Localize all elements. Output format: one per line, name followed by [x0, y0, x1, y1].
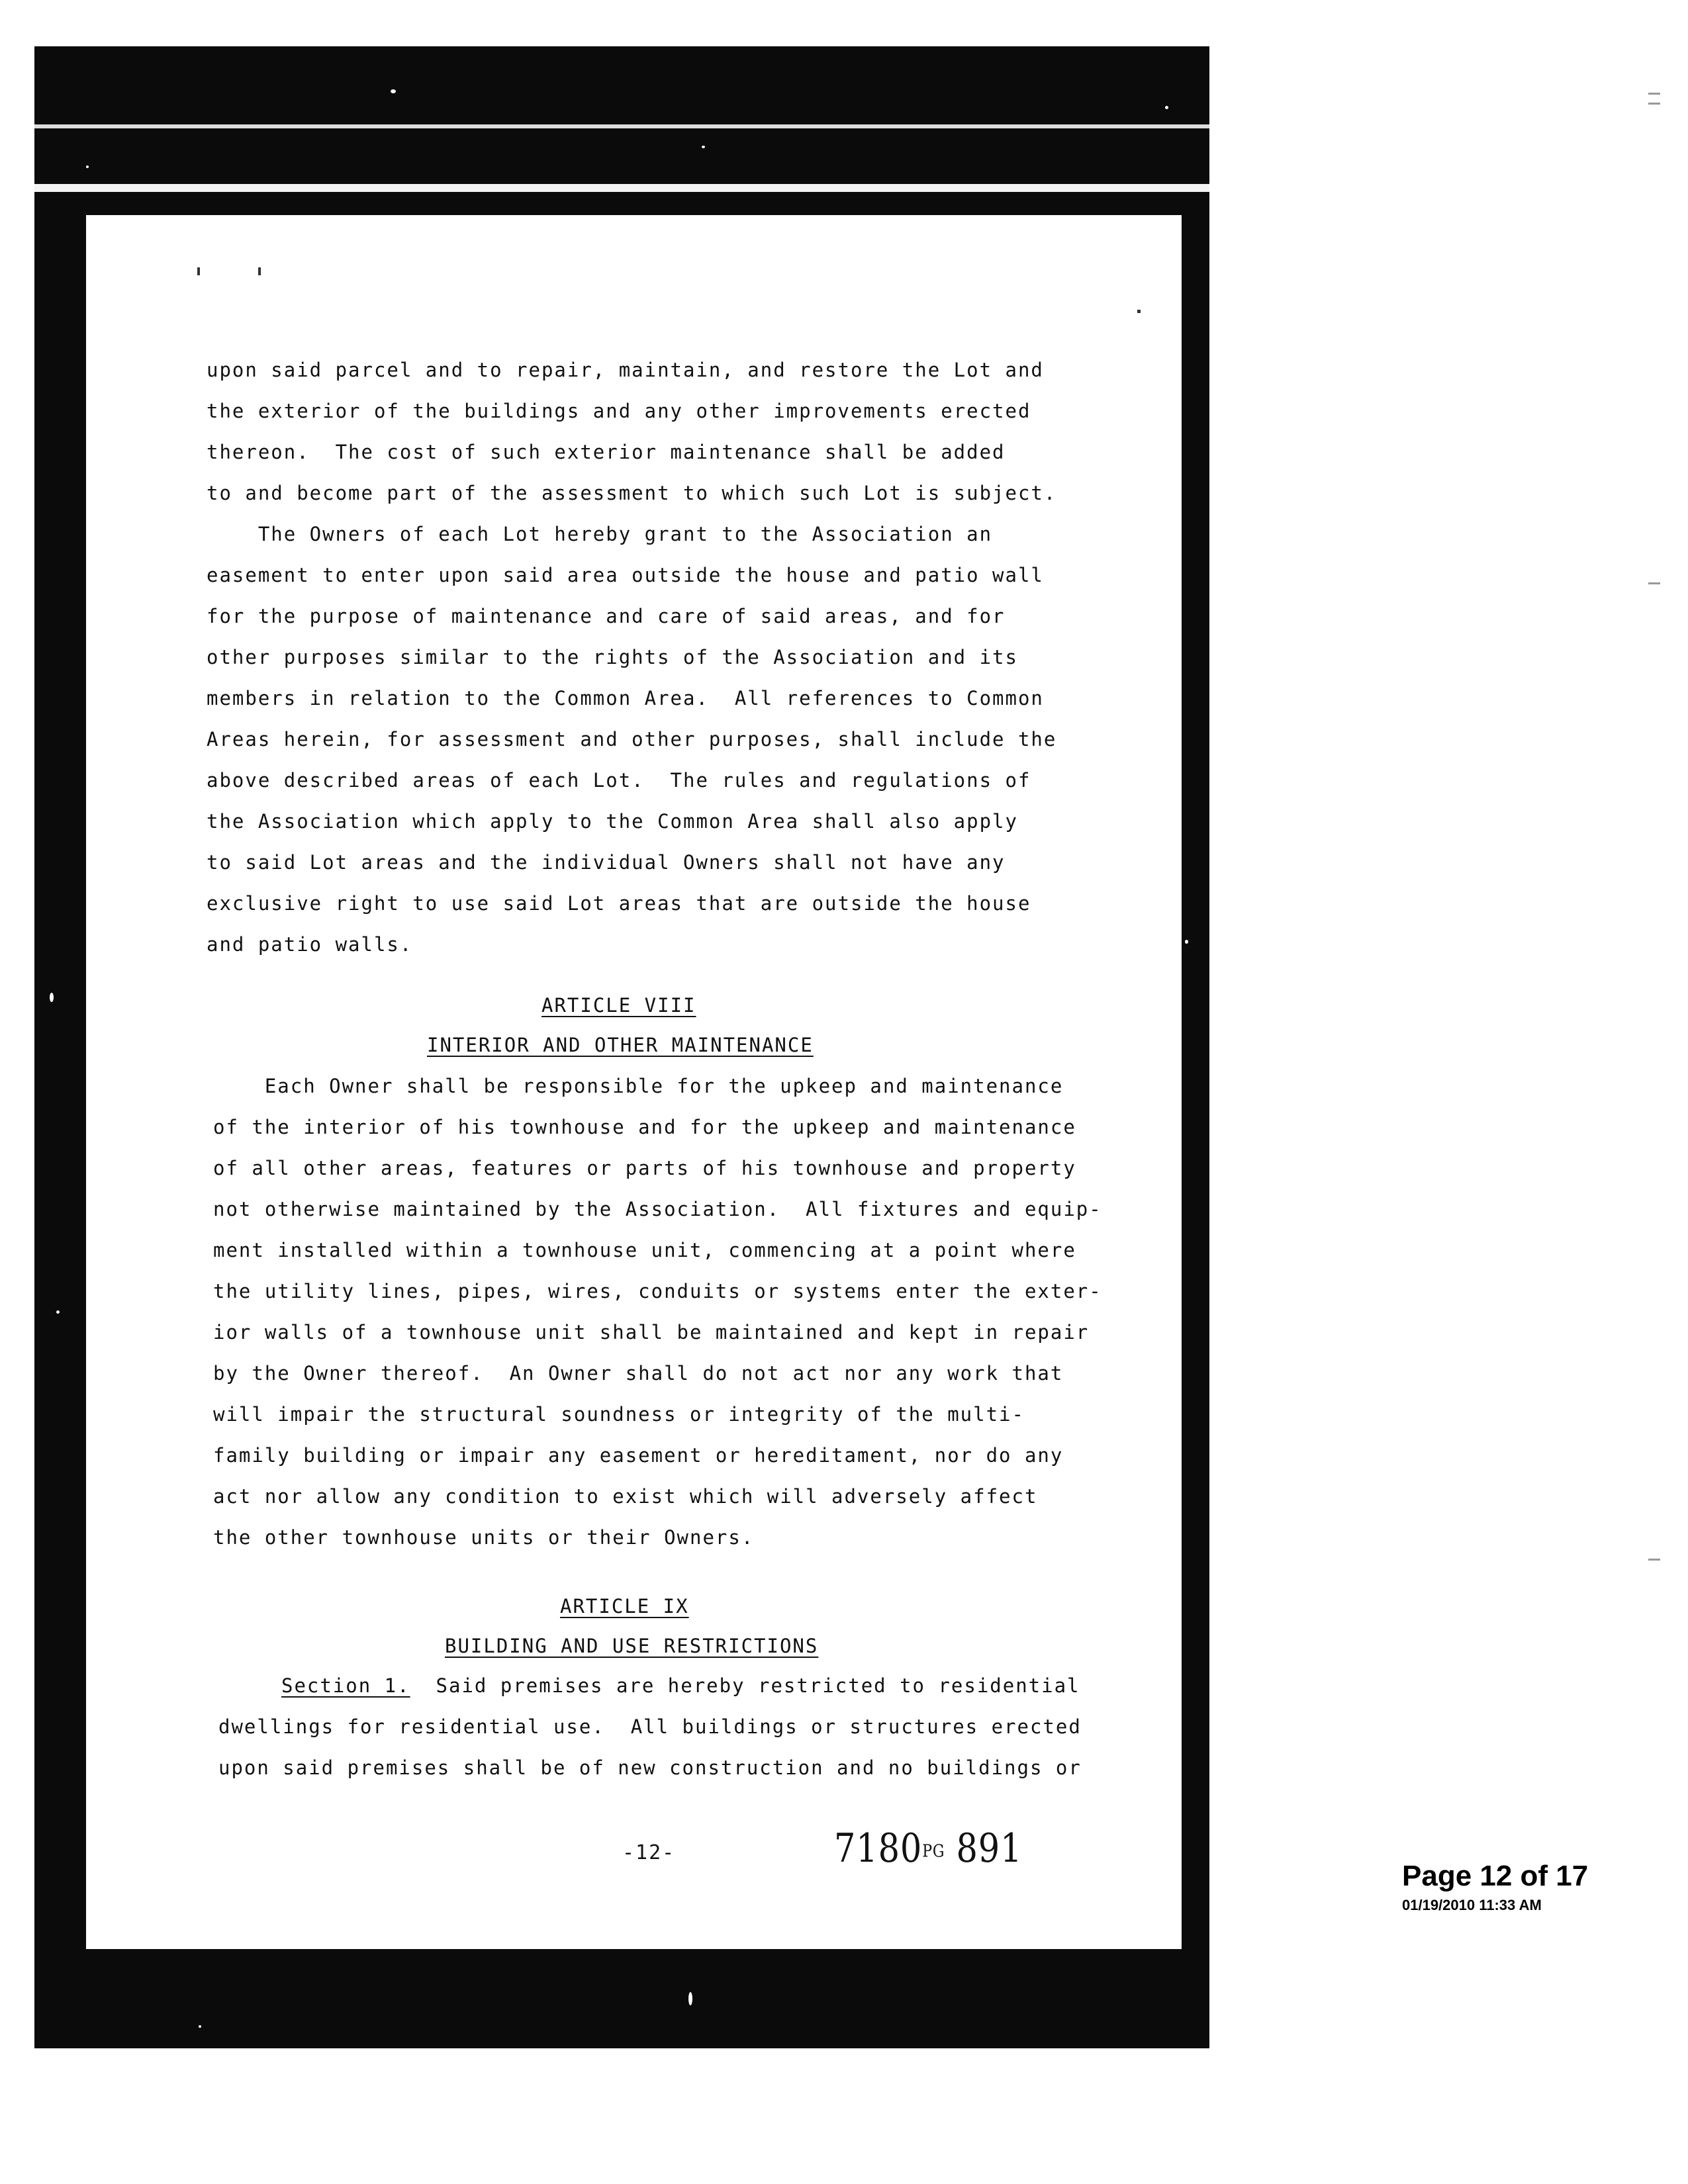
body-line: exclusive right to use said Lot areas that are outside the house — [207, 892, 1031, 915]
body-line: to and become part of the assessment to which such Lot is subject. — [207, 482, 1057, 504]
page-number: -12- — [622, 1841, 676, 1864]
body-line: the exterior of the buildings and any other improvements erected — [207, 400, 1031, 422]
recorded-page-number: 891 — [956, 1825, 1023, 1872]
body-line: of the interior of his townhouse and for the upkeep and maintenance — [213, 1116, 1076, 1138]
scan-gap — [34, 184, 1209, 192]
section-text: Said premises are hereby restricted to residential — [410, 1674, 1080, 1697]
article-ix-number: ARTICLE IX — [560, 1595, 689, 1617]
article-viii-title: INTERIOR AND OTHER MAINTENANCE — [427, 1034, 814, 1056]
body-line: family building or impair any easement or hereditament, nor do any — [213, 1444, 1064, 1467]
scan-speck — [199, 2025, 201, 2028]
article-viii-number: ARTICLE VIII — [541, 994, 696, 1017]
scan-speck — [1165, 106, 1168, 109]
body-line: ior walls of a townhouse unit shall be maintained and kept in repair — [213, 1321, 1090, 1343]
stray-mark — [1137, 310, 1141, 313]
body-line: the other townhouse units or their Owners. — [213, 1526, 755, 1549]
scan-speck — [702, 146, 705, 148]
body-line: the utility lines, pipes, wires, conduits or systems enter the exter- — [213, 1280, 1102, 1302]
body-line: ment installed within a townhouse unit, commencing at a point where — [213, 1239, 1076, 1261]
edge-tick — [1648, 103, 1660, 105]
body-line: upon said premises shall be of new construction and no buildings or — [218, 1756, 1082, 1779]
book-number: 7180 — [834, 1825, 923, 1872]
section-1-line — [281, 1674, 1080, 1697]
book-page-stamp — [834, 1825, 1022, 1872]
page-separator: PG — [922, 1841, 945, 1862]
body-line: members in relation to the Common Area. All references to Common — [207, 687, 1044, 709]
body-line: thereon. The cost of such exterior maintenance shall be added — [207, 441, 1006, 463]
edge-tick — [1648, 582, 1660, 584]
body-line: above described areas of each Lot. The rules and regulations of — [207, 769, 1031, 792]
scan-speck — [50, 993, 54, 1002]
body-line: and patio walls. — [207, 933, 413, 956]
edge-tick — [1648, 93, 1660, 95]
scan-speck — [86, 165, 89, 168]
body-line: of all other areas, features or parts of his townhouse and property — [213, 1157, 1076, 1179]
body-line: upon said parcel and to repair, maintain, and restore the Lot and — [207, 359, 1044, 381]
body-line: to said Lot areas and the individual Owners shall not have any — [207, 851, 1006, 874]
body-line: The Owners of each Lot hereby grant to the Association an — [207, 523, 993, 545]
scan-band-line — [34, 124, 1209, 128]
edge-tick — [1648, 1559, 1660, 1561]
scan-speck — [688, 1992, 692, 2005]
body-line: easement to enter upon said area outside the house and patio wall — [207, 564, 1044, 586]
scan-speck — [56, 1310, 60, 1314]
body-line: by the Owner thereof. An Owner shall do not act nor any work that — [213, 1362, 1064, 1385]
page-timestamp: 01/19/2010 11:33 AM — [1402, 1897, 1542, 1913]
stray-mark — [197, 267, 200, 275]
scan-speck — [1185, 940, 1188, 944]
article-ix-title: BUILDING AND USE RESTRICTIONS — [445, 1635, 819, 1657]
body-line: dwellings for residential use. All buildings or structures erected — [218, 1715, 1082, 1738]
body-line: act nor allow any condition to exist which will adversely affect — [213, 1485, 1038, 1508]
body-line: other purposes similar to the rights of the Association and its — [207, 646, 1018, 668]
body-line: not otherwise maintained by the Association. All fixtures and equip- — [213, 1198, 1102, 1220]
page-counter: Page 12 of 17 — [1402, 1860, 1589, 1892]
stray-mark — [258, 267, 261, 275]
body-line: the Association which apply to the Common Area shall also apply — [207, 810, 1018, 833]
section-label: Section 1. — [281, 1674, 410, 1697]
body-line: for the purpose of maintenance and care of said areas, and for — [207, 605, 1006, 627]
body-line: Areas herein, for assessment and other purposes, shall include the — [207, 728, 1057, 751]
body-line: Each Owner shall be responsible for the upkeep and maintenance — [213, 1075, 1064, 1097]
scan-speck — [391, 89, 396, 93]
body-line: will impair the structural soundness or integrity of the multi- — [213, 1403, 1025, 1426]
